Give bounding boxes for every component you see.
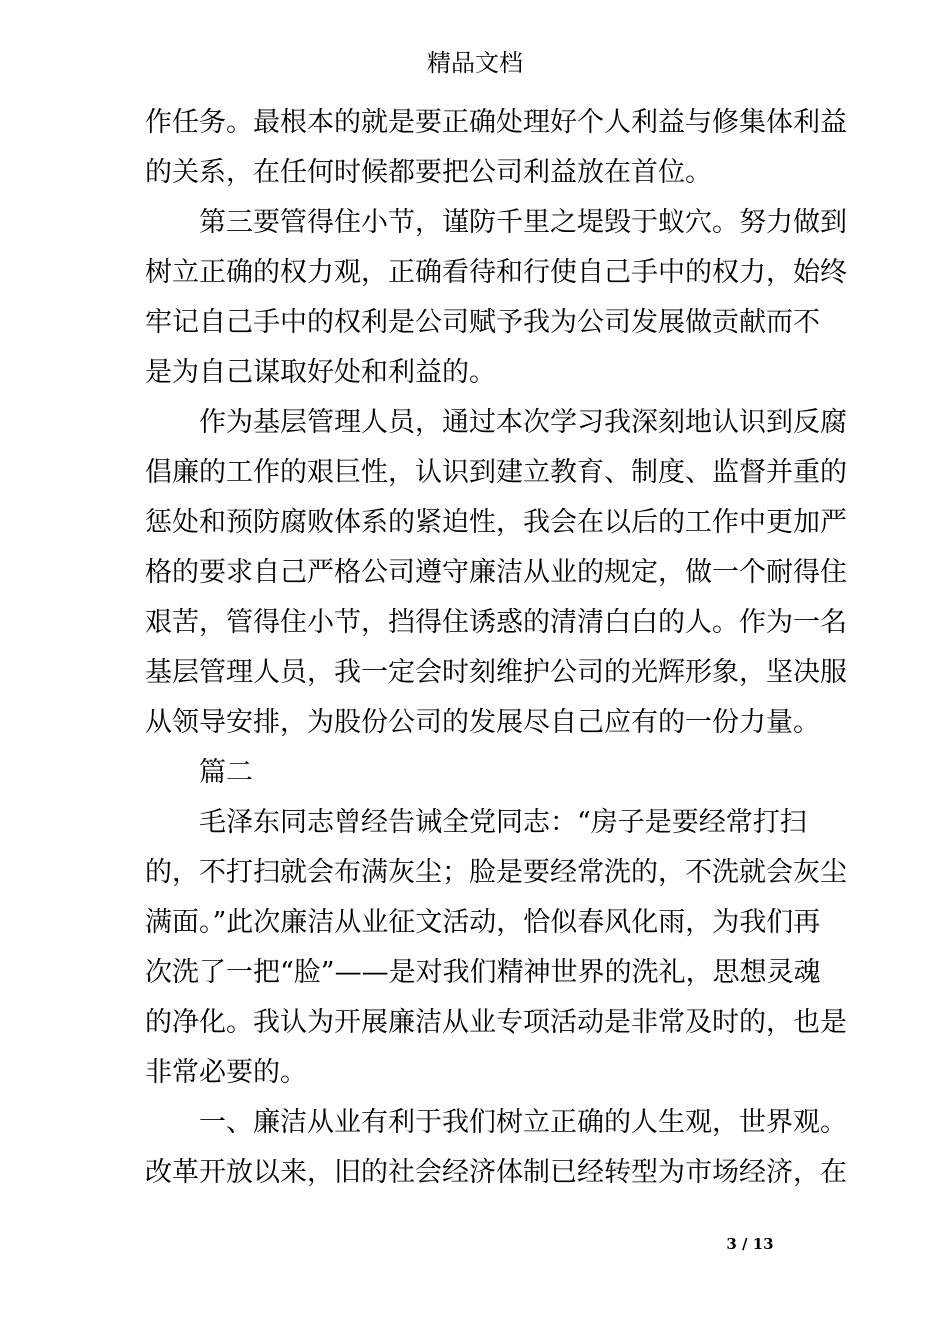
text-line: 基层管理人员，我一定会时刻维护公司的光辉形象，坚决服 [145, 657, 847, 688]
text-line: 牢记自己手中的权利是公司赋予我为公司发展做贡献而不 [145, 307, 820, 338]
text-line: 次洗了一把“脸”——是对我们精神世界的洗礼，思想灵魂 [145, 957, 821, 988]
text-line: 从领导安排，为股份公司的发展尽自己应有的一份力量。 [145, 707, 820, 738]
text-line: 艰苦，管得住小节，挡得住诱惑的清清白白的人。作为一名 [145, 607, 847, 638]
text-line: 第三要管得住小节，谨防千里之堤毁于蚁穴。努力做到 [145, 207, 847, 238]
page-number: 3 / 13 [726, 1235, 774, 1253]
text-line: 作任务。最根本的就是要正确处理好个人利益与修集体利益 [145, 107, 847, 138]
document-body [145, 98, 847, 1198]
section-heading: 篇二 [145, 757, 253, 788]
text-line: 作为基层管理人员，通过本次学习我深刻地认识到反腐 [145, 407, 847, 438]
text-line: 的，不打扫就会布满灰尘；脸是要经常洗的，不洗就会灰尘 [145, 857, 847, 888]
text-line: 毛泽东同志曾经告诫全党同志：“房子是要经常打扫 [145, 807, 807, 838]
text-line: 一、廉洁从业有利于我们树立正确的人生观，世界观。 [145, 1107, 847, 1138]
text-line: 倡廉的工作的艰巨性，认识到建立教育、制度、监督并重的 [145, 457, 847, 488]
text-line: 满面。”此次廉洁从业征文活动，恰似春风化雨，为我们再 [145, 907, 821, 938]
text-line: 树立正确的权力观，正确看待和行使自己手中的权力，始终 [145, 257, 847, 288]
text-line: 格的要求自己严格公司遵守廉洁从业的规定，做一个耐得住 [145, 557, 847, 588]
text-line: 是为自己谋取好处和利益的。 [145, 357, 496, 388]
page-header-title: 精品文档 [427, 49, 523, 77]
text-line: 改革开放以来，旧的社会经济体制已经转型为市场经济，在 [145, 1157, 847, 1188]
text-line: 的关系，在任何时候都要把公司利益放在首位。 [145, 157, 712, 188]
text-line: 惩处和预防腐败体系的紧迫性，我会在以后的工作中更加严 [145, 507, 847, 538]
text-line: 非常必要的。 [145, 1057, 307, 1088]
text-line: 的净化。我认为开展廉洁从业专项活动是非常及时的，也是 [145, 1007, 847, 1038]
